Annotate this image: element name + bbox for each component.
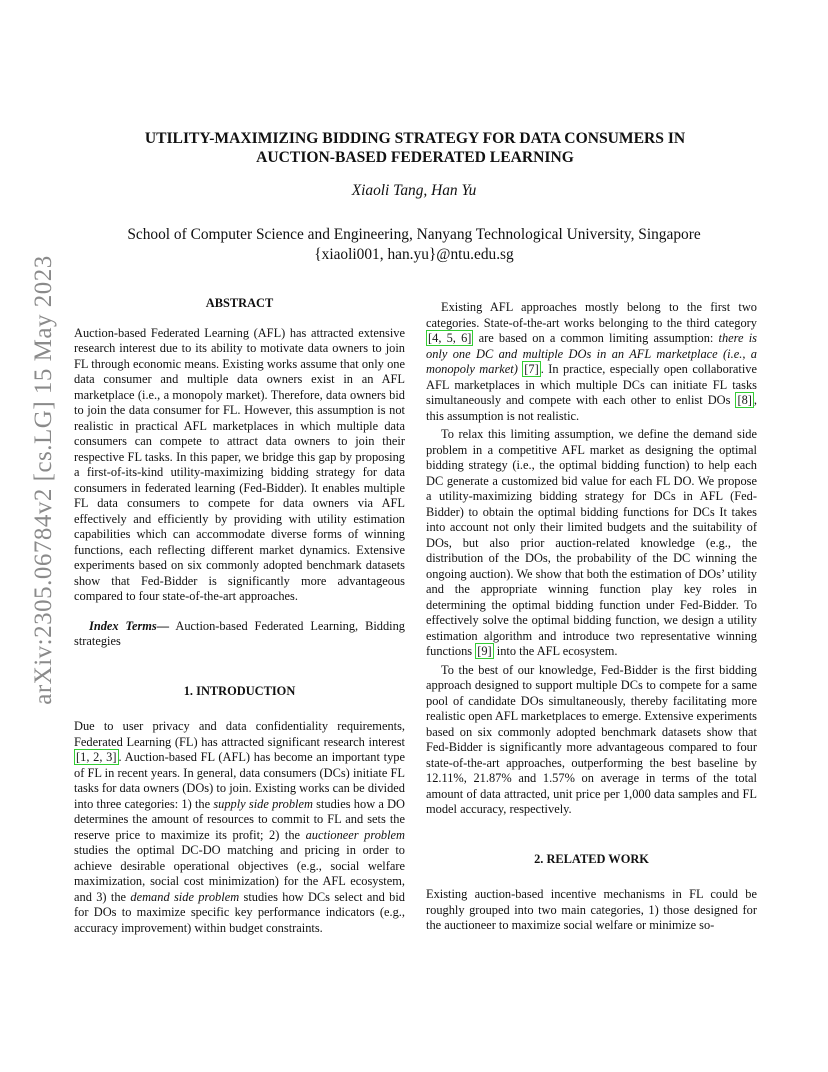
arxiv-id-text: arXiv:2305.06784v2 [cs.LG] 15 May 2023	[30, 255, 57, 705]
right-column	[426, 300, 757, 934]
paragraph-existing-afl	[426, 300, 757, 424]
intro-text-e: studies how DCs select and bid for DOs to maximize specific key performance indicators (e.g., accuracy improvement) within budget constraints.	[74, 889, 405, 935]
citation-link[interactable]: [4, 5, 6]	[428, 331, 472, 345]
p3-text-b: into the AFL ecosystem.	[493, 644, 618, 658]
left-column	[74, 296, 405, 936]
p2-text-a: Existing AFL approaches mostly belong to the first two categories. State-of-the-art works belonging to the third category	[426, 300, 757, 330]
index-terms-text: Auction-based Federated Learning, Bidding strategies	[74, 618, 406, 648]
p2-text-b: are based on a common limiting assumption:	[473, 331, 719, 345]
intro-text-c: studies how a DO determines the amount of resources to commit to FL and sets the reserve price to maximize its profit; 2) the	[74, 796, 405, 842]
index-terms	[74, 619, 405, 650]
intro-heading: 1. INTRODUCTION	[183, 683, 296, 698]
authors: Xiaoli Tang, Han Yu	[351, 182, 477, 199]
intro-text-a: Due to user privacy and data confidentiality requirements, Federated Learning (FL) has attracted significant research interest	[74, 719, 405, 749]
paragraph-contributions: To the best of our knowledge, Fed-Bidder is the first bidding approach designed to support multiple DCs to compete for a same pool of candidate DOs simultaneously, thereby facilitating more realistic open AFL marketplaces to emerge. Extensive experiments based on six commonly adopted benchmark datasets show that Fed-Bidder is significantly more advantageous compared to four state-of-the-art approaches, outperforming the best baseline by 12.11%, 21.87% and 1.57% on average in terms of the total amount of data attracted, unit price per 1,000 data samples and FL model accuracy, respectively.	[426, 662, 757, 816]
citation-link[interactable]: [1, 2, 3]	[76, 750, 117, 764]
paragraph-relax-assumption	[426, 427, 757, 660]
citation-link[interactable]: [9]	[477, 644, 492, 658]
abstract-heading: ABSTRACT	[205, 296, 274, 310]
related-work-heading: 2. RELATED WORK	[534, 851, 649, 866]
citation-link[interactable]: [8]	[737, 393, 752, 407]
intro-paragraph	[74, 719, 405, 936]
monopoly-assumption: there is only one DC and multiple DOs in an AFL marketplace (i.e., a monopoly market)	[426, 331, 757, 376]
p2-text-d: . In practice, especially open collaborative AFL marketplaces in which multiple DCs can initiate FL tasks simultaneously and compete with each other to enlist DOs	[426, 362, 757, 407]
arxiv-identifier	[24, 255, 64, 705]
email: {xiaoli001, han.yu}@ntu.edu.sg	[314, 246, 514, 263]
related-work-paragraph: Existing auction-based incentive mechanisms in FL could be roughly grouped into two main categories, 1) those designed for the auctioneer to maximize social welfare or minimize so-	[426, 887, 757, 932]
title-line-1: UTILITY-MAXIMIZING BIDDING STRATEGY FOR DATA CONSUMERS IN	[144, 130, 686, 147]
citation-link[interactable]: [7]	[524, 362, 539, 376]
index-terms-label: Index Terms—	[89, 618, 170, 633]
abstract-text: Auction-based Federated Learning (AFL) has attracted extensive research interest due to its ability to motivate data owners to join FL through economic means. Existing works assume that only one data consumer and multiple data owners exist in an AFL marketplace (i.e., a monopoly market). Therefore, data owners bid to join the data consumer for FL. However, this assumption is not realistic in practical AFL marketplaces in which multiple data consumers can compete to attract data owners to join their respective FL tasks. In this paper, we bridge this gap by proposing a first-of-its-kind utility-maximizing bidding strategy for data consumers in federated learning (Fed-Bidder). It enables multiple FL data consumers to compete for data owners via AFL effectively and efficiently by providing with utility estimation capabilities which can accommodate diverse forms of winning functions, each reflecting different market dynamics. Extensive experiments based on six commonly adopted benchmark datasets show that Fed-Bidder is significantly more advantageous compared to four state-of-the-art approaches.	[74, 325, 405, 603]
affiliation-block	[60, 225, 768, 265]
auctioneer-term: auctioneer problem	[305, 827, 405, 842]
title-line-2: AUCTION-BASED FEDERATED LEARNING	[256, 149, 574, 166]
affiliation: School of Computer Science and Engineering, Nanyang Technological University, Singapore	[127, 226, 701, 243]
demand-side-term: demand side problem	[130, 889, 240, 904]
p2-text-e: , this assumption is not realistic.	[426, 393, 757, 423]
paper-title	[100, 129, 730, 167]
intro-text-b: . Auction-based FL (AFL) has become an important type of FL in recent years. In general, data consumers (DCs) initiate FL tasks for data owners (DOs) to join. Existing works can be divided into three categories: 1) the	[74, 750, 405, 811]
supply-side-term: supply side problem	[213, 796, 313, 811]
intro-text-d: studies the optimal DC-DO matching and pricing in order to achieve desirable operational objectives (e.g., social welfare maximization, social cost minimization) for the AFL ecosystem, and 3) the	[74, 843, 405, 904]
p3-text-a: To relax this limiting assumption, we define the demand side problem in a competitive AFL market as designing the optimal bidding strategy (i.e., the optimal bidding function) to help each DC generate a customized bid value for each FL DO. We propose a utility-maximizing bidding strategy for DCs in AFL (Fed-Bidder) to obtain the optimal bidding functions for DCs It takes into account not only their limited budgets and the suitability of DOs, but also prior auction-related knowledge (e.g., the distribution of the DOs, the probability of the DC winning the ongoing auction). We show that both the estimation of DOs’ utility and the appropriate winning function play key roles in determining the optimal bidding function under Fed-Bidder. To effectively solve the optimal bidding function, we design a utility estimation algorithm and introduce two representative winning functions	[426, 427, 757, 658]
